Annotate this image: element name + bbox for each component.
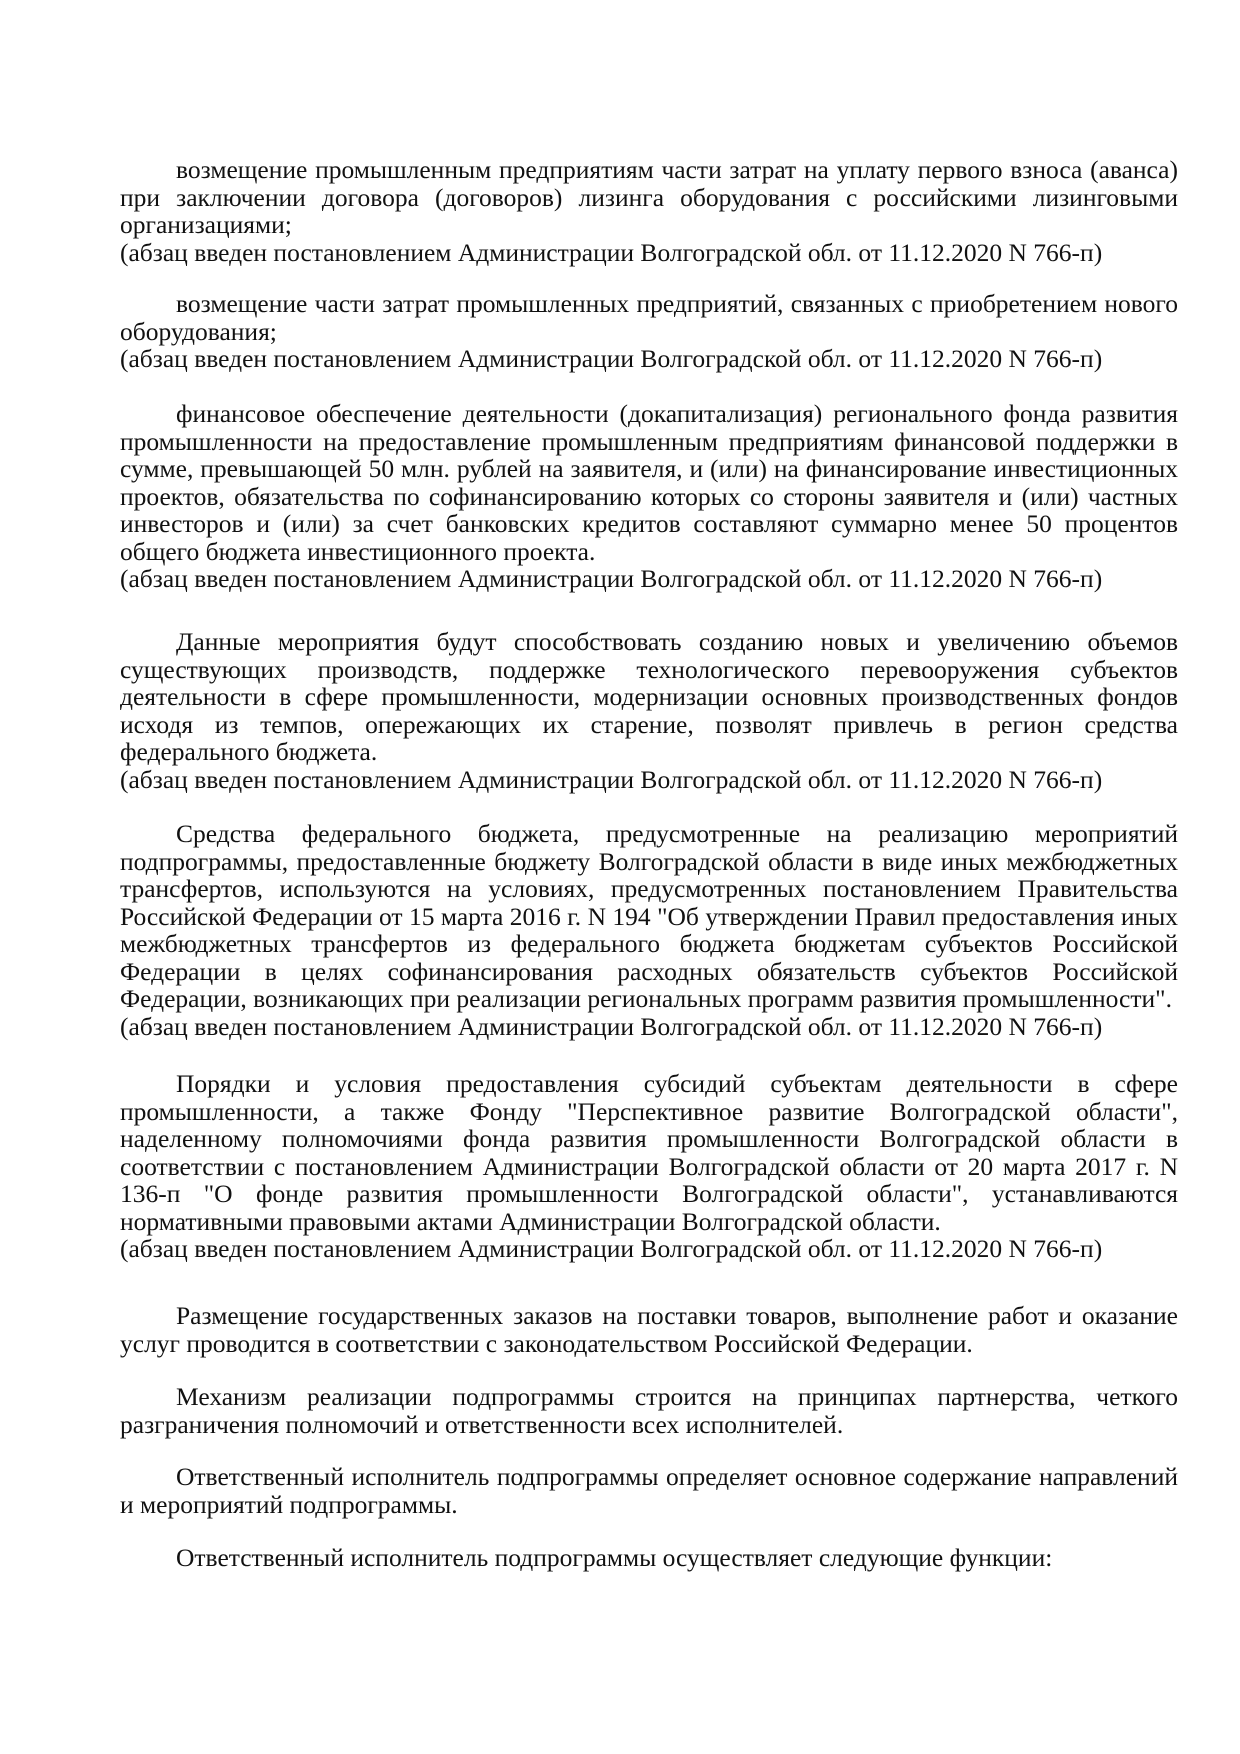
paragraph-text: Ответственный исполнитель подпрограммы определяет основное содержание направлений и мероприятий подпрограммы. (120, 1462, 1178, 1519)
amendment-note: (абзац введен постановлением Администрации Волгоградской обл. от 11.12.2020 N 766-п) (120, 344, 1103, 373)
paragraph-leasing-compensation (120, 156, 1178, 266)
amendment-note: (абзац введен постановлением Администрации Волгоградской обл. от 11.12.2020 N 766-п) (120, 237, 1103, 267)
paragraph-text: Данные мероприятия будут способствовать созданию новых и увеличению объемов существующих производств, поддержке технологического перевооружения субъектов деятельности в сфере промышленности, модернизации основных производственных фондов исходя из темпов, опережающих их старение, позволят привлечь в регион средства федерального бюджета. (120, 627, 1178, 766)
paragraph-text: Размещение государственных заказов на поставки товаров, выполнение работ и оказание услуг проводится в соответствии с законодательством Российской Федерации. (120, 1301, 1178, 1358)
paragraph-text: возмещение части затрат промышленных предприятий, связанных с приобретением нового оборудования; (120, 289, 1178, 346)
paragraph-state-orders (120, 1302, 1178, 1357)
amendment-note: (абзац введен постановлением Администрации Волгоградской обл. от 11.12.2020 N 766-п) (120, 564, 1103, 593)
paragraph-text: Ответственный исполнитель подпрограммы осуществляет следующие функции: (176, 1543, 1053, 1572)
paragraph-equipment-compensation (120, 290, 1178, 373)
paragraph-mechanism (120, 1383, 1178, 1438)
amendment-note: (абзац введен постановлением Администрации Волгоградской обл. от 11.12.2020 N 766-п) (120, 1234, 1103, 1263)
amendment-note: (абзац введен постановлением Администрации Волгоградской обл. от 11.12.2020 N 766-п) (120, 764, 1103, 794)
paragraph-fund-capitalization (120, 400, 1178, 593)
paragraph-text: возмещение промышленным предприятиям части затрат на уплату первого взноса (аванса) при заключении договора (договоров) лизинга оборудования с российскими лизинговыми организациями; (120, 155, 1178, 239)
paragraph-text: финансовое обеспечение деятельности (докапитализация) регионального фонда развития промышленности на предоставление промышленным предприятиям финансовой поддержки в сумме, превышающей 50 млн. рублей на заявителя, и (или) на финансирование инвестиционных проектов, обязательства по софинансированию которых со стороны заявителя и (или) частных инвесторов и (или) за счет банковских кредитов составляют суммарно менее 50 процентов общего бюджета инвестиционного проекта. (120, 399, 1178, 566)
paragraph-subsidy-procedures (120, 1070, 1178, 1263)
paragraph-text: Механизм реализации подпрограммы строится на принципах партнерства, четкого разграничения полномочий и ответственности всех исполнителей. (120, 1382, 1178, 1439)
paragraph-text: Порядки и условия предоставления субсидий субъектам деятельности в сфере промышленности, а также Фонду "Перспективное развитие Волгоградской области", наделенному полномочиями фонда развития промышленности Волгоградской области в соответствии с постановлением Администрации Волгоградской области от 20 марта 2017 г. N 136-п "О фонде развития промышленности Волгоградской области", устанавливаются нормативными правовыми актами Администрации Волгоградской области. (120, 1069, 1178, 1236)
paragraph-responsible-executor (120, 1463, 1178, 1518)
paragraph-measures-effect (120, 628, 1178, 793)
paragraph-executor-functions (120, 1544, 1178, 1572)
paragraph-federal-funds (120, 820, 1178, 1040)
amendment-note: (абзац введен постановлением Администрации Волгоградской обл. от 11.12.2020 N 766-п) (120, 1011, 1103, 1041)
paragraph-text: Средства федерального бюджета, предусмотренные на реализацию мероприятий подпрограммы, предоставленные бюджету Волгоградской области в виде иных межбюджетных трансфертов, используются на условиях, предусмотренных постановлением Правительства Российской Федерации от 15 марта 2016 г. N 194 "Об утверждении Правил предоставления иных межбюджетных трансфертов из федерального бюджета бюджетам субъектов Российской Федерации в целях софинансирования расходных обязательств субъектов Российской Федерации, возникающих при реализации региональных программ развития промышленности". (120, 819, 1178, 1013)
